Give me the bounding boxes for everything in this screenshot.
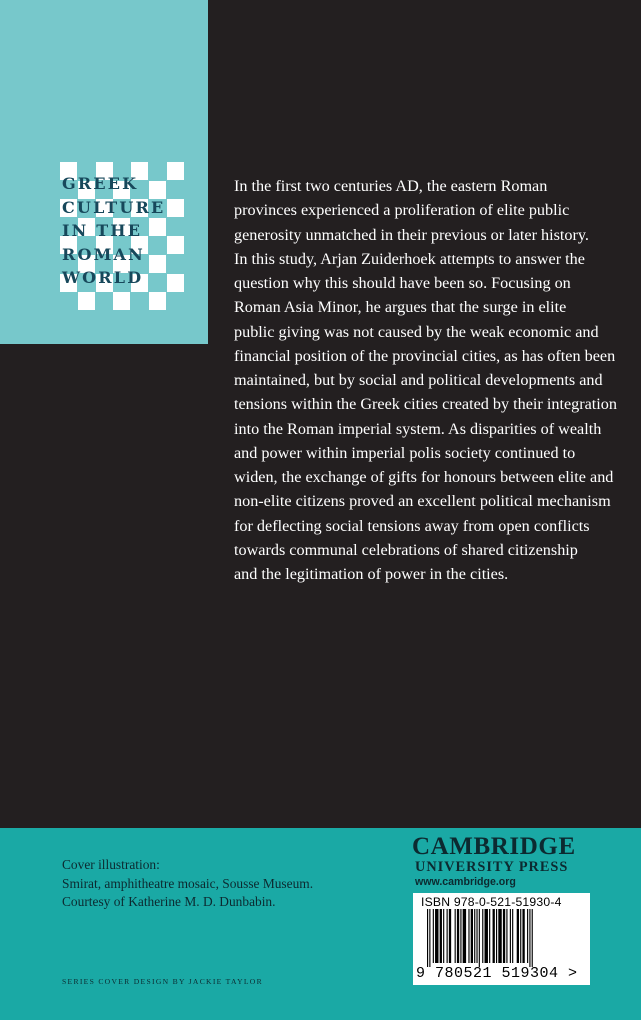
credits-line: Smirat, amphitheatre mosaic, Sousse Museum.: [62, 875, 314, 891]
barcode-bar: [479, 909, 480, 967]
barcode-icon: [427, 909, 577, 967]
checker-square: [113, 292, 130, 310]
cover-credits: [62, 856, 313, 912]
barcode-bar: [455, 909, 456, 963]
barcode-bar: [503, 909, 505, 963]
blurb-line: provinces experienced a proliferation of elite public: [234, 201, 570, 220]
barcode-bar: [440, 909, 442, 963]
barcode-bar: [517, 909, 519, 963]
publisher-name: CAMBRIDGE: [412, 833, 576, 860]
blurb-line: towards communal celebrations of shared citizenship: [234, 540, 578, 559]
barcode-bar: [522, 909, 524, 963]
series-designer: SERIES COVER DESIGN BY JACKIE TAYLOR: [62, 977, 263, 986]
barcode-bar: [529, 909, 530, 967]
barcode-bar: [489, 909, 490, 963]
blurb-line: non-elite citizens proved an excellent political mechanism: [234, 492, 611, 511]
blurb-line: and the legitimation of power in the cities.: [234, 565, 509, 583]
barcode-bar: [447, 909, 448, 963]
series-line: IN THE: [62, 221, 143, 240]
blurb-line: widen, the exchange of gifts for honours between elite and: [234, 468, 614, 486]
barcode-bar: [527, 909, 528, 963]
barcode-bar: [493, 909, 495, 963]
checker-square: [149, 292, 166, 310]
isbn-text: ISBN 978-0-521-51930-4: [421, 895, 562, 909]
barcode-bar: [474, 909, 475, 963]
barcode-bar: [443, 909, 444, 963]
book-blurb: [234, 174, 634, 586]
blurb-line: question why this should have been so. Focusing on: [234, 274, 571, 292]
barcode-bar: [429, 909, 430, 967]
barcode-bar: [532, 909, 533, 967]
blurb-line: tensions within the Greek cities created by their integration: [234, 395, 617, 414]
barcode-box: [413, 893, 590, 985]
blurb-line: public giving was not caused by the weak economic and: [234, 322, 599, 341]
publisher-website: www.cambridge.org: [415, 876, 516, 888]
blurb-line: In this study, Arjan Zuiderhoek attempts to answer the: [234, 249, 585, 268]
credits-heading: Cover illustration:: [62, 857, 160, 872]
publisher-logo: [412, 834, 592, 890]
blurb-line: Roman Asia Minor, he argues that the surge in elite: [234, 298, 567, 317]
barcode-bar: [496, 909, 497, 963]
series-line: WORLD: [62, 268, 144, 287]
series-line: CULTURE: [62, 197, 166, 217]
blurb-line: into the Roman imperial system. As disparities of wealth: [234, 419, 602, 438]
ean-digits: 9 780521 519304 >: [416, 965, 578, 982]
blurb-line: for deflecting social tensions away from open conflicts: [234, 516, 590, 535]
barcode-bar: [449, 909, 451, 963]
barcode-bar: [485, 909, 488, 963]
blurb-line: and power within imperial polis society continued to: [234, 443, 576, 462]
blurb-line: maintained, but by social and political developments and: [234, 371, 603, 389]
barcode-bar: [460, 909, 461, 963]
barcode-bar: [476, 909, 477, 963]
blurb-line: generosity unmatched in their previous or later history.: [234, 225, 589, 244]
barcode-bar: [427, 909, 428, 967]
barcode-bar: [498, 909, 501, 963]
series-panel: [0, 0, 208, 344]
barcode-bar: [457, 909, 459, 963]
barcode-bar: [463, 909, 466, 963]
series-title: [62, 172, 184, 290]
barcode-bar: [471, 909, 473, 963]
barcode-bar: [520, 909, 521, 963]
barcode-bar: [482, 909, 483, 963]
barcode-bar: [435, 909, 438, 963]
barcode-bar: [433, 909, 434, 963]
credits-line: Courtesy of Katherine M. D. Dunbabin.: [62, 894, 276, 909]
series-line: ROMAN: [62, 244, 145, 264]
barcode-bar: [506, 909, 507, 963]
publisher-sub: UNIVERSITY PRESS: [415, 859, 569, 875]
barcode-bar: [510, 909, 511, 963]
blurb-line: In the first two centuries AD, the eastern Roman: [234, 177, 548, 195]
blurb-line: financial position of the provincial cities, as has often been: [234, 346, 616, 365]
barcode-bar: [512, 909, 513, 963]
series-line: GREEK: [62, 174, 139, 193]
barcode-bar: [468, 909, 469, 963]
checker-square: [78, 292, 95, 310]
